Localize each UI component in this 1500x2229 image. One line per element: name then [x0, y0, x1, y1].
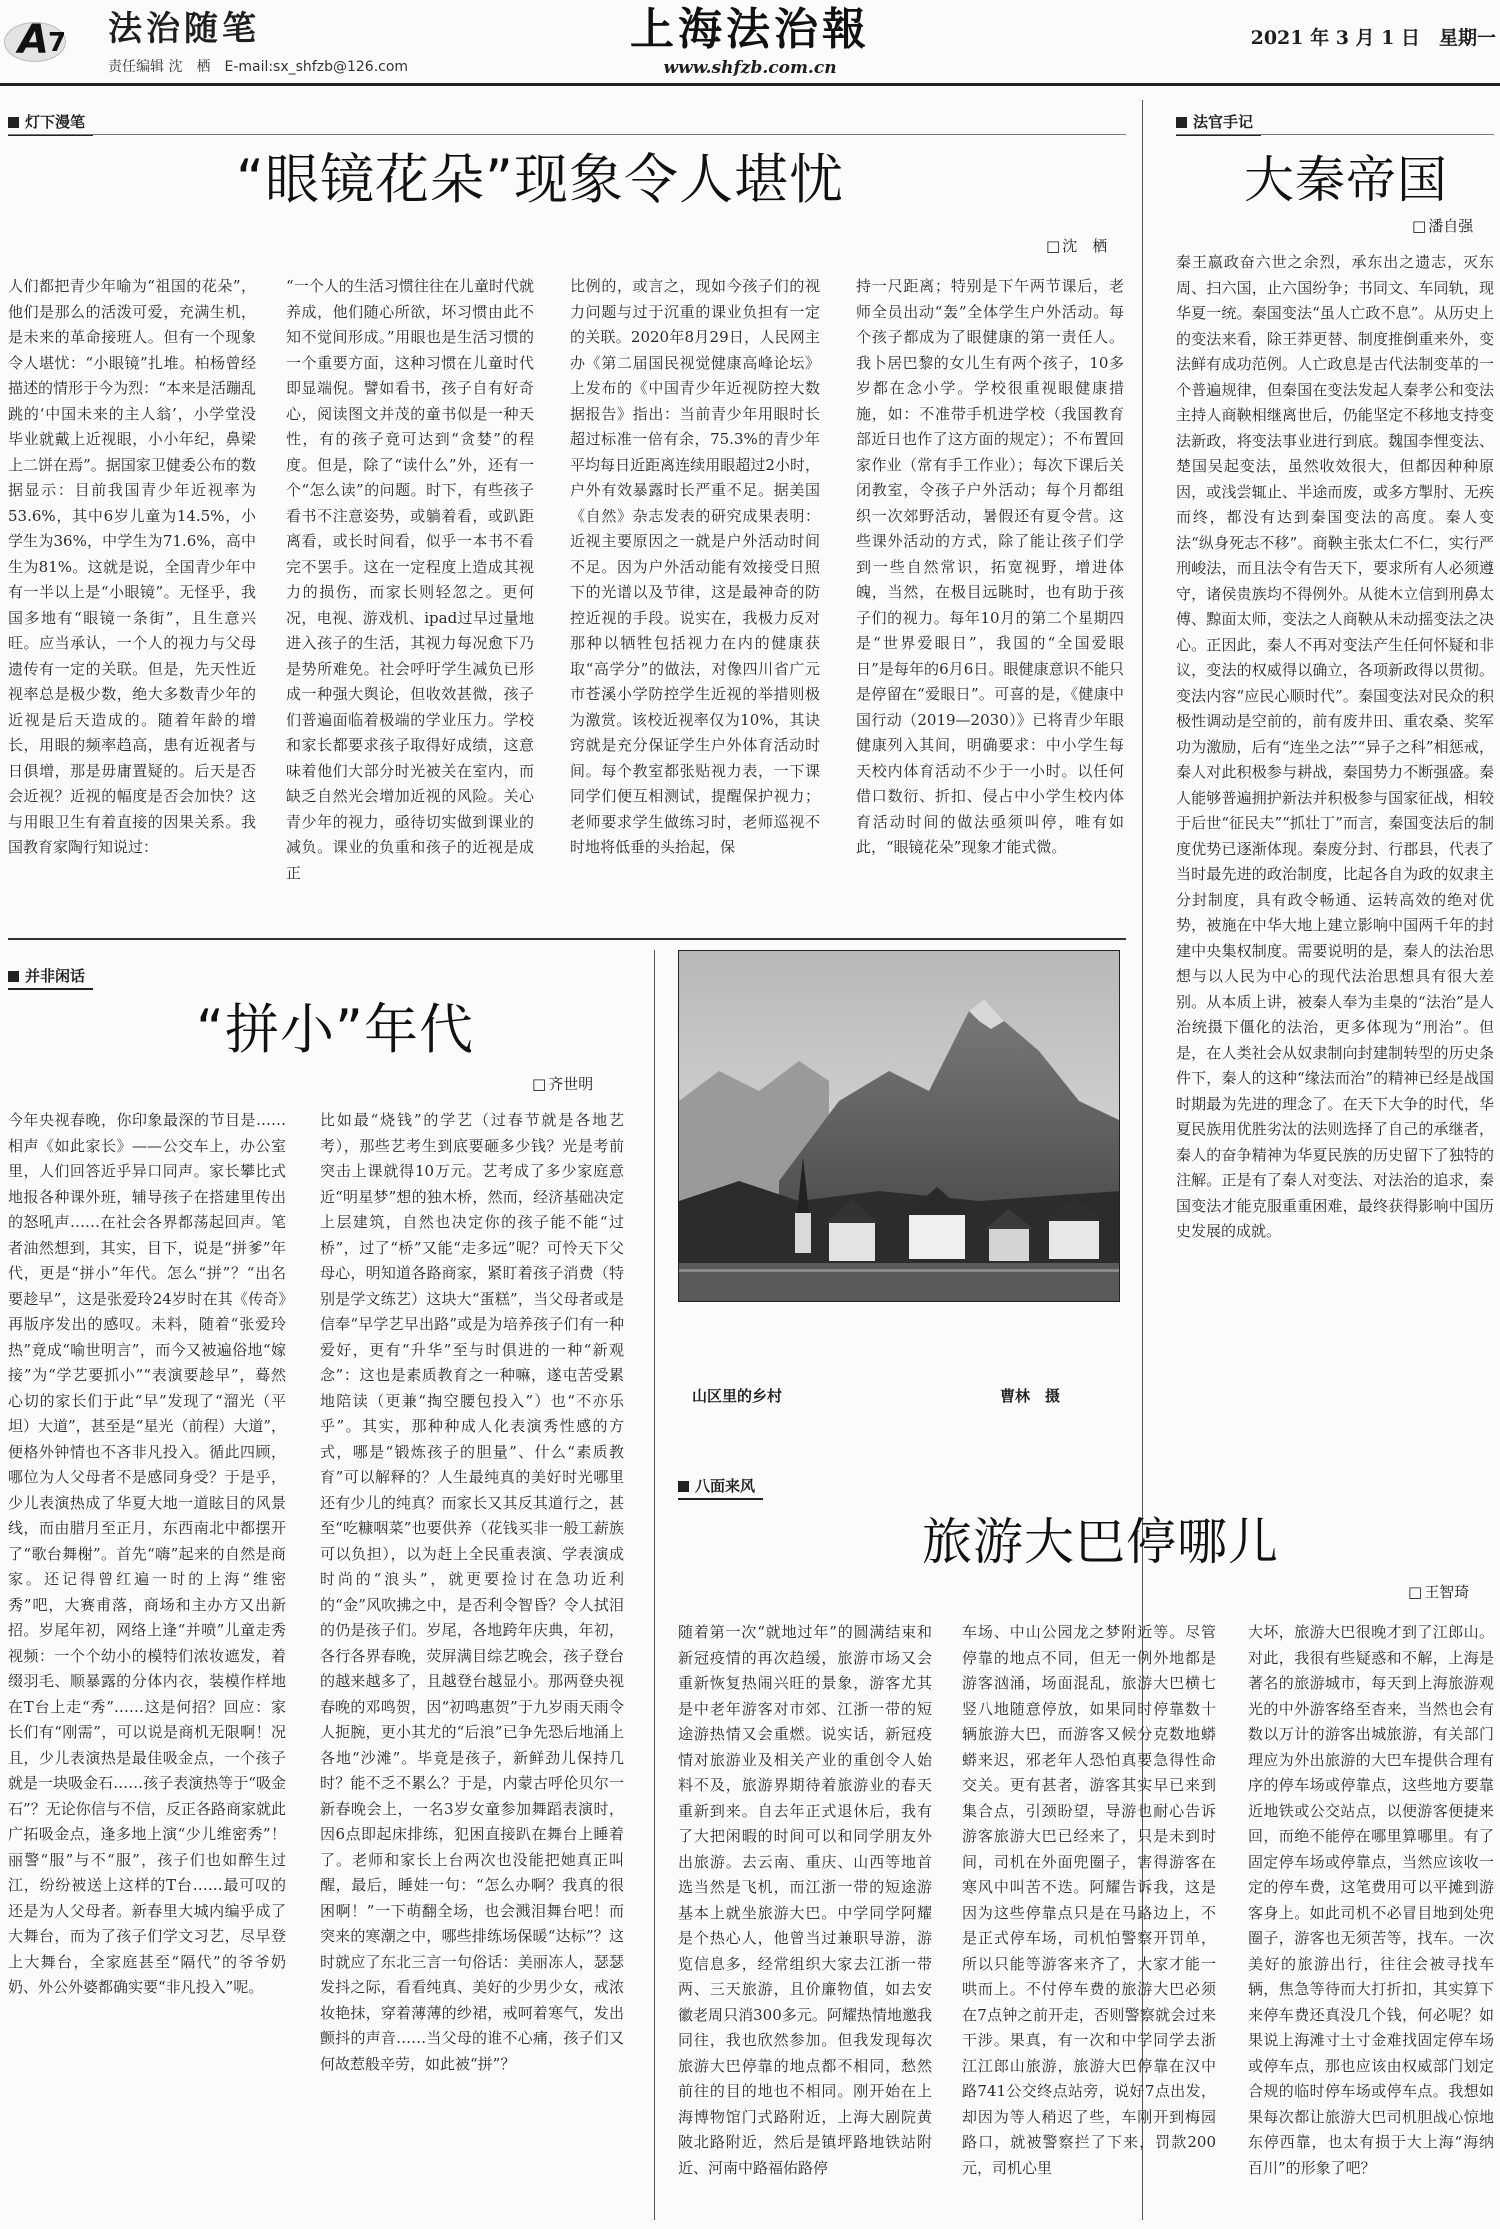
editor-line: 责任编辑 沈 栖 E-mail:sx_shfzb@126.com — [108, 59, 409, 75]
article3-divider — [654, 950, 655, 2220]
article4-column-1: 随着第一次“就地过年”的圆满结束和新冠疫情的再次趋缓，旅游市场又会重新恢复热闹兴旺的景象，游客尤其是中老年游客对市郊、江浙一带的短途游热情又会重燃。说实话，新冠疫情对旅游业及相关产业的重创令人始料不及，旅游界期待着旅游业的春天重新到来。自去年正式退休后，我有了大把闲暇的时间可以和同学朋友外出旅游。去云南、重庆、山西等地首选当然是飞机，而江浙一带的短途游基本上就坐旅游大巴。中学同学阿耀是个热心人，他曾当过兼职导游，游览信息多，经常组织大家去江浙一带两、三天旅游，且价廉物值，如去安徽老周只消300多元。阿耀热情地邀我同往，我也欣然参加。但我发现每次旅游大巴停靠的地点都不相同，愁然前往的目的地也不相同。刚开始在上海博物馆门式路附近，上海大剧院黄陂北路附近，然后是镇坪路地铁站附近、河南中路福佑路停 — [678, 1623, 932, 2177]
article3-title: “拼小”年代 — [196, 998, 474, 1061]
article2-body: 秦王嬴政奋六世之余烈，承东出之遗志，灭东周、扫六国，止六国纷争；书同文、车同轨，现华夏一统。秦国变法“虽人亡政不息”。从历史上的变法来看，除王莽更替、制度推倒重来外，变法鲜有成功范例。人亡政息是古代法制变革的一个普遍规律，但秦国在变法发起人秦孝公和变法主持人商鞅相继离世后，仍能坚定不移地支持变法新政，将变法事业进行到底。魏国李悝变法、楚国吴起变法，虽然收效很大，但都因种种原因，或浅尝辄止、半途而废，或多方掣肘、无疾而终，都没有达到秦国变法的高度。秦人变法“纵身死志不移”。商鞅主张太仁不仁，实行严刑峻法，而且法令有告天下，要求所有人必须遵守，诸侯贵族均不得例外。从徙木立信到刑鼻太傅、黥面太师，变法之人商鞅从未动摇变法之决心。正因此，秦人不再对变法产生任何怀疑和非议，变法的权威得以确立，各项新政得以贯彻。变法内容“应民心顺时代”。秦国变法对民众的积极性调动是空前的，前有废井田、重农桑、奖军功为激励，后有“连坐之法”“异子之科”相惩戒，秦人对此积极参与耕战，秦国势力不断强盛。秦人能够普遍拥护新法并积极参与国家征战，相较于后世“征民夫”“抓壮丁”而言，秦国变法后的制度优势已逐渐体现。秦废分封、行郡县，代表了当时最先进的政治制度，比起各自为政的奴隶主分封制度，具有政令畅通、运转高效的绝对优势，被施在中华大地上建立影响中国两千年的封建中央集权制度。需要说明的是，秦人的法治思想与以人民为中心的现代法治思想具有很大差别。从本质上讲，被秦人奉为圭臬的“法治”是人治统摄下僵化的法治，更多体现为“刑治”。但是，在人类社会从奴隶制向封建制转型的历史条件下，秦人的这种“缘法而治”的精神已经是战国时期最为先进的理念了。在天下大争的时代，华夏民族用优胜劣汰的法则选择了自己的承继者，秦人的奋争精神为华夏民族的历史留下了独特的注解。正是有了秦人对变法、对法治的追求，秦国变法才能克服重重困难，最终获得影响中国历史发展的成就。 — [1176, 253, 1494, 1240]
article4-column-2: 车场、中山公园龙之梦附近等。尽管停靠的地点不同，但无一例外地都是游客汹涌，场面混乱，旅游大巴横七竖八地随意停放，如果同时停靠数十辆旅游大巴，而游客又候分克数地蟒蟒来迟，邪老年人恐怕真要急得性命交关。更有甚者，游客其实早已来到集合点，引颈盼望，导游也耐心告诉游客旅游大巴已经来了，只是未到时间，司机在外面兜圈子，害得游客在寒风中叫苦不迭。阿耀告诉我，这是因为这些停靠点只是在马路边上，不是正式停车场，司机怕警察开罚单，所以只能等游客来齐了，大家才能一哄而上。不付停车费的旅游大巴必须在7点钟之前开走，否则警察就会过来干涉。果真，有一次和中学同学去浙江江郎山旅游，旅游大巴停靠在汉中路741公交终点站旁，说好7点出发，却因为等人稍迟了些，车刚开到梅园路口，就被警察拦了下来，罚款200元，司机心里 — [962, 1623, 1216, 2177]
village-photo — [678, 950, 1120, 1302]
article1-title: “眼镜花朵”现象令人堪忧 — [236, 148, 844, 211]
article4-byline: □ 王智琦 — [1408, 1582, 1469, 1602]
article4-column-label: 八面来风 — [678, 1476, 763, 1500]
newspaper-logo: 上海法治報 — [630, 4, 870, 55]
article1-column-label: 灯下漫笔 — [8, 112, 93, 136]
section-title: 法治随笔 — [108, 9, 260, 49]
article2-top-rule — [1176, 134, 1494, 135]
photo-credit: 曹林 摄 — [1000, 1387, 1061, 1405]
article1-column-3: 比例的，或言之，现如今孩子们的视力问题与过于沉重的课业负担有一定的关联。2020年8月29日，人民网主办《第二届国民视觉健康高峰论坛》上发布的《中国青少年近视防控大数据报告》指出：当前青少年用眼时长超过标准一倍有余，75.3%的青少年平均每日近距离连续用眼超过2小时，户外有效暴露时长严重不足。据美国《自然》杂志发表的研究成果表明：近视主要原因之一就是户外活动时间不足。因为户外活动能有效接受日照下的光谱以及节律，这是最神奇的防控近视的手段。说实在，我极力反对那种以牺牲包括视力在内的健康获取“高学分”的做法，对像四川省广元市苍溪小学防控学生近视的举措则极为激赏。该校近视率仅为10%，其诀窍就是充分保证学生户外体育活动时间。每个教室都张贴视力表，一下课同学们便互相测试，提醒保护视力；老师要求学生做练习时，老师巡视不时地将低垂的头抬起，保 — [570, 277, 820, 856]
article1-column-4: 持一尺距离；特别是下午两节课后，老师全员出动“轰”全体学生户外活动。每个孩子都成为了眼健康的第一责任人。我卜居巴黎的女儿生有两个孩子，10多岁都在念小学。学校很重视眼健康措施，如：不准带手机进学校（我国教育部近日也作了这方面的规定）；不布置回家作业（常有手工作业）；每次下课后关闭教室，令孩子户外活动；每个月都组织一次郊野活动，暑假还有夏令营。这些课外活动的方式，除了能让孩子们学到一些自然常识，拓宽视野，增进体魄，当然，在极目远眺时，也有助于孩子们的视力。每年10月的第二个星期四是“世界爱眼日”，我国的“全国爱眼日”是每年的6月6日。眼健康意识不能只是停留在“爱眼日”。可喜的是，《健康中国行动（2019—2030）》已将青少年眼健康列入其间，明确要求：中小学生每天校内体育活动不少于一小时。以任何借口数衍、折扣、侵占中小学生校内体育活动时间的做法亟须叫停，唯有如此，“眼镜花朵”现象才能式微。 — [856, 277, 1124, 856]
masthead-rule — [0, 83, 1500, 86]
photo-caption: 山区里的乡村 — [692, 1387, 783, 1405]
article3-column-label: 并非闲话 — [8, 966, 93, 990]
article4-title: 旅游大巴停哪儿 — [922, 1513, 1279, 1571]
article3-column-1: 今年央视春晚，你印象最深的节目是……相声《如此家长》——公交车上，办公室里，人们回答近乎异口同声。家长攀比式地报各种课外班，辅导孩子在搭建里传出的怒吼声……在社会各界都荡起回声。笔者油然想到，其实，目下，说是“拼爹”年代，更是“拼小”年代。怎么“拼”？“出名要趁早”，这是张爱玲24岁时在其《传奇》再版序发出的感叹。未料，随着“张爱玲热”竟成“喻世明言”，而今又被遍俗地“嫁接”为“学艺要抓小”“表演要趁早”，蓦然心切的家长们于此“早”发现了“溜光（平坦）大道”，甚至是“星光（前程）大道”，便格外钟情也不吝非凡投入。循此四顾，哪位为人父母者不是感同身受？于是乎，少儿表演热成了华夏大地一道眩目的风景线，而由腊月至正月，东西南北中都摆开了“歌台舞榭”。首先“嗨”起来的自然是商家。还记得曾红遍一时的上海“维密秀”吧，大赛甫落，商场和主办方又出新招。岁尾年初，网络上逢“并喷”儿童走秀视频：一个个幼小的模特们浓妆遮发，着缀羽毛、顺暴露的分体内衣，装模作样地在T台上走“秀”……这是何招？回应：家长们有“刚需”，可以说是商机无限啊！况且，少儿表演热是最佳吸金点，一个孩子就是一块吸金石……孩子表演热等于“吸金石”？无论你信与不信，反正各路商家就此广拓吸金点，逢多地上演“少儿维密秀”！丽警“服”与不“服”，孩子们也如醉生过江，纷纷被送上这样的T台……最可叹的还是为人父母者。新春里大城内编乎成了大舞台，而为了孩子们学文习艺，尽早登上大舞台，全家庭甚至“隔代”的爷爷奶奶、外公外婆都确实要“非凡投入”呢。 — [8, 1111, 286, 1996]
article3-column-2: 比如最“烧钱”的学艺（过春节就是各地艺考），那些艺考生到底要砸多少钱？光是考前突击上课就得10万元。艺考成了多少家庭意近“明星梦”想的独木桥，然而，经济基础决定上层建筑，自然也决定你的孩子能不能“过桥”，过了“桥”又能“走多远”呢？可怜天下父母心，明知道各路商家，紧盯着孩子消费（特别是学文练艺）这块大“蛋糕”，当父母者或是信奉“早学艺早出路”或是为培养孩子们有一种爱好，更有“升华”至与时俱进的一种“新观念”：这也是素质教育之一种嘛，遂屯苦受累地陪读（更兼“掏空腰包投入”）也“不亦乐乎”。其实，那种种成人化表演秀性感的方式，哪是“锻炼孩子的胆量”、什么“素质教育”可以解释的？人生最纯真的美好时光哪里还有少儿的纯真？而家长又其反其道行之，甚至“吃糠咽菜”也要供养（花钱买非一般工薪族可以负担），以为赶上全民重表演、学表演成时尚的“浪头”，就更要捡讨在急功近利的“金”风吹拂之中，是否利令智昏？令人拭泪的仍是孩子们。岁尾，各地跨年庆典，年初，各行各界春晚，荧屏满目综艺晚会，孩子登台的越来越多了，且越登台越显小。那两登央视春晚的邓鸣贺，因“初鸣惠贺”于九岁雨天雨令人扼腕，更小其尤的“后浪”已争先恐后地涌上各地“沙滩”。毕竟是孩子，新鲜劲儿保持几时？能不乏不累么？于是，内蒙古呼伦贝尔一新春晚会上，一名3岁女童参加舞蹈表演时，因6点即起床排练，犯困直接趴在舞台上睡着了。老师和家长上台两次也没能把她真正叫醒，最后，睡娃一句：“怎么办啊？我真的很困啊！”一下萌翻全场，也会溅泪舞台吧！而突来的寒潮之中，哪些排练场保暖“达标”？这时就应了东北三言一句俗话：美丽冻人，瑟瑟发抖之际，看看纯真、美好的少男少女，戒浓妆艳抹，穿着薄薄的纱裙，戒呵着寒气，发出颤抖的声音……当父母的谁不心痛，孩子们又何故惹般辛劳，如此被“拼”？ — [320, 1111, 624, 2073]
article1-top-rule — [8, 134, 1126, 135]
page-letter: A — [18, 17, 49, 63]
article1-bottom-rule — [8, 938, 1126, 940]
article2-column-label: 法官手记 — [1176, 112, 1261, 136]
article2-byline: □ 潘自强 — [1412, 216, 1473, 236]
issue-date: 2021 年 3 月 1 日 星期一 — [1250, 27, 1496, 49]
article3-byline: □ 齐世明 — [532, 1074, 593, 1094]
page-number-badge — [4, 18, 86, 62]
newspaper-website: www.shfzb.com.cn — [663, 58, 837, 78]
article1-column-2: “一个人的生活习惯往往在儿童时代就养成，他们随心所欲，坏习惯由此不知不觉间形成。”用眼也是生活习惯的一个重要方面，这种习惯在儿童时代即显端倪。譬如看书，孩子自有好奇心，阅读图文并茂的童书似是一种天性，有的孩子竟可达到“贪婪”的程度。但是，除了“读什么”外，还有一个“怎么读”的问题。时下，有些孩子看书不注意姿势，或躺着看，或趴距离看，或长时间看，似乎一本书不看完不罢手。这在一定程度上造成其视力的损伤，而家长则轻忽之。更何况，电视、游戏机、ipad过早过量地进入孩子的生活，其视力每况愈下乃是势所难免。社会呼吁学生减负已形成一种强大舆论，但收效甚微，孩子们普遍面临着极端的学业压力。学校和家长都要求孩子取得好成绩，这意味着他们大部分时光被关在室内，而缺乏自然光会增加近视的风险。关心青少年的视力，亟待切实做到课业的减负。课业的负重和孩子的近视是成正 — [286, 277, 534, 882]
article1-column-1: 人们都把青少年喻为“祖国的花朵”，他们是那么的活泼可爱，充满生机，是未来的革命接班人。但有一个现象令人堪忧：“小眼镜”扎堆。柏杨曾经描述的情形于今为烈：“本来是活蹦乱跳的‘中国未来的主人翁’，小学堂没毕业就戴上近视眼，小小年纪，鼻梁上二饼在焉”。据国家卫健委公布的数据显示：目前我国青少年近视率为53.6%，其中6岁儿童为14.5%，小学生为36%，中学生为71.6%，高中生为81%。这就是说，全国青少年中有一半以上是“小眼镜”。无怪乎，我国多地有“眼镜一条街”，且生意兴旺。应当承认，一个人的视力与父母遗传有一定的关联。但是，先天性近视率总是极少数，绝大多数青少年的近视是后天造成的。随着年龄的增长，用眼的频率趋高，患有近视者与日俱增，那是毋庸置疑的。后天是否会近视？近视的幅度是否会加快？这与用眼卫生有着直接的因果关系。我国教育家陶行知说过： — [8, 277, 256, 856]
article1-byline: □ 沈 栖 — [1046, 236, 1107, 256]
article4-column-3: 大坏，旅游大巴很晚才到了江郎山。对此，我很有些疑惑和不解，上海是著名的旅游城市，每天到上海旅游观光的中外游客络至杳来，当然也会有数以万计的游客出城旅游，有关部门理应为外出旅游的大巴车提供合理有序的停车场或停靠点，这些地方要靠近地铁或公交站点，以便游客便捷来回，而绝不能停在哪里算哪里。有了固定停车场或停靠点，当然应该收一定的停车费，这笔费用可以平摊到游客身上。如此司机不必冒目地到处兜圈子，游客也无须苦等，找车。一次美好的旅游出行，往往会被寻找车辆，焦急等待而大打折扣，其实算下来停车费还真没几个钱，何必呢？如果说上海滩寸土寸金难找固定停车场或停车点，那也应该由权威部门划定合规的临时停车场或停车点。我想如果每次都让旅游大巴司机胆战心惊地东停西靠，也太有损于大上海“海纳百川”的形象了吧？ — [1248, 1623, 1494, 2177]
article2-title: 大秦帝国 — [1244, 151, 1448, 209]
mountain-village-illustration — [679, 951, 1120, 1302]
page-number: 7 — [48, 28, 67, 58]
